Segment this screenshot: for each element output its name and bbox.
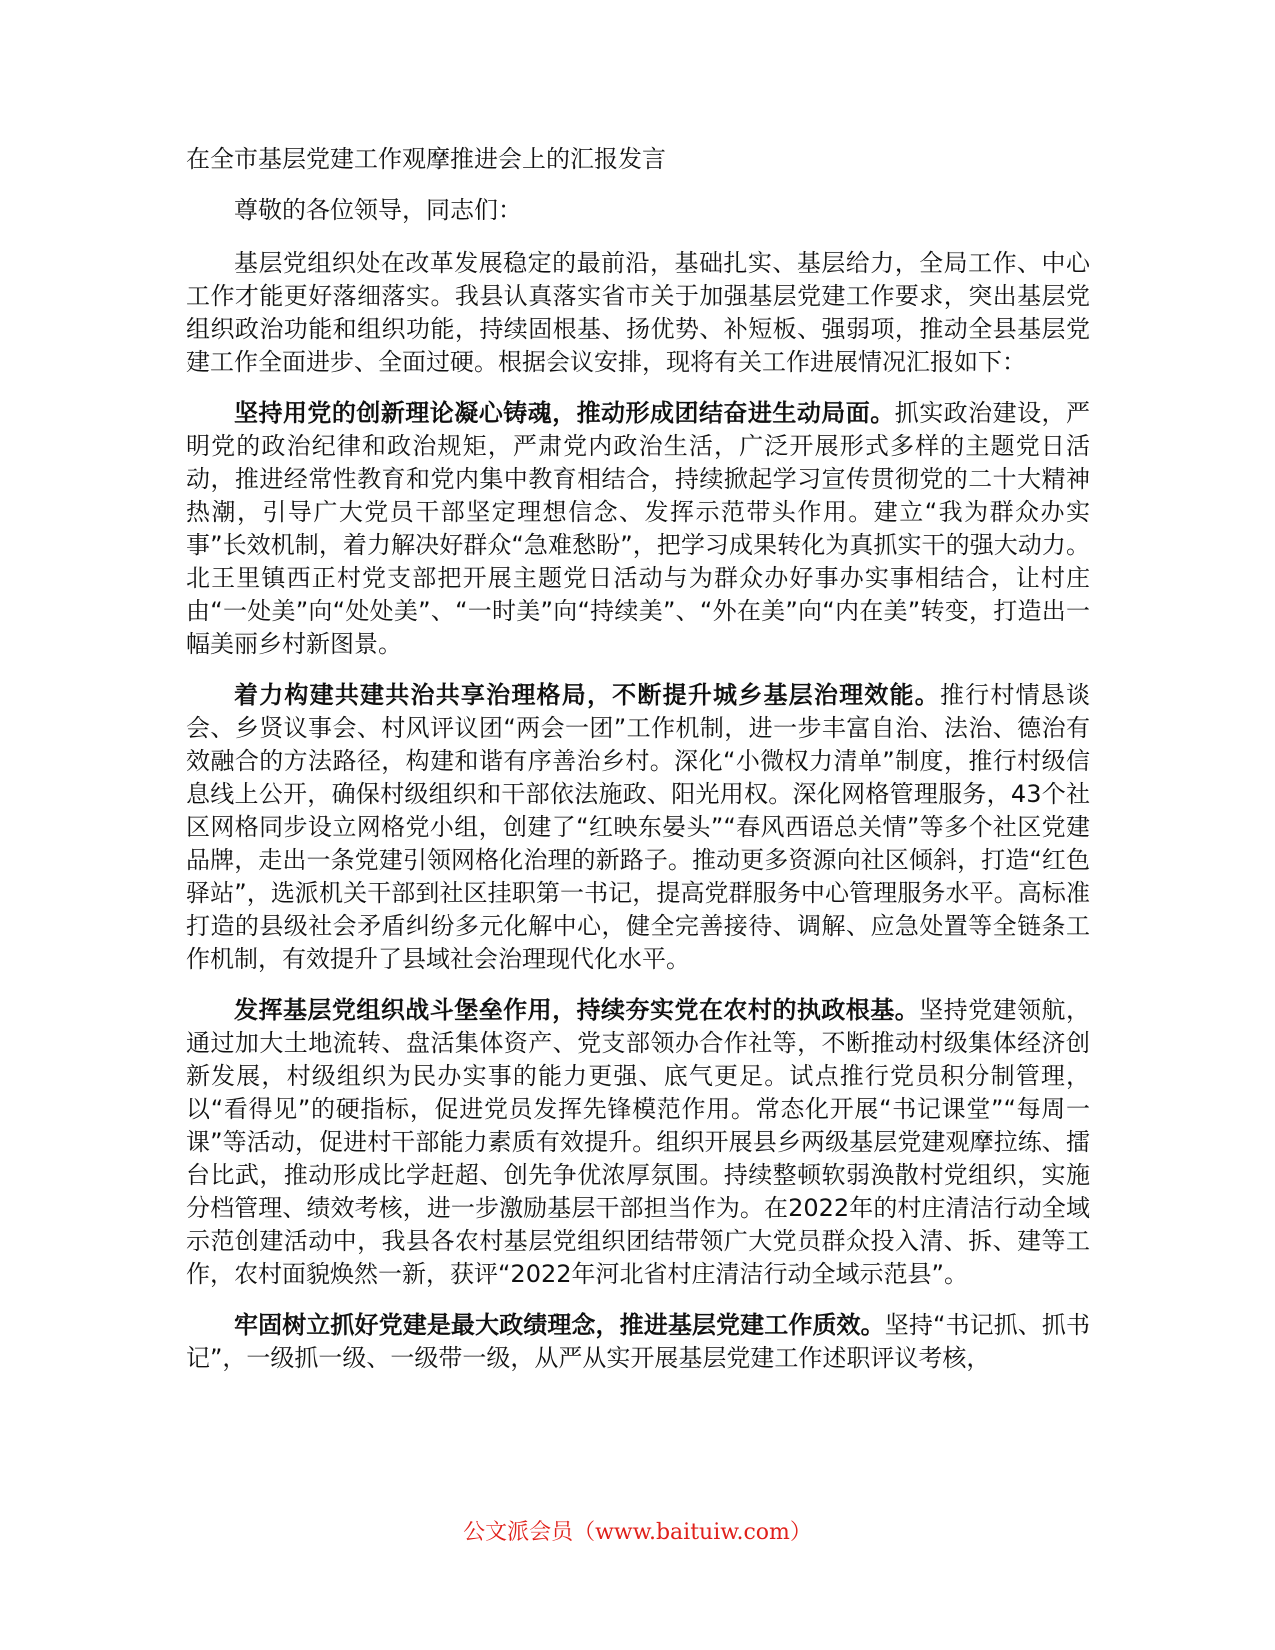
- section-heading-1: 坚持用党的创新理论凝心铸魂，推动形成团结奋进生动局面。: [234, 399, 895, 427]
- footer-url[interactable]: （www.baituiw.com）: [573, 1520, 812, 1545]
- section-body-2: 推行村情恳谈会、乡贤议事会、村风评议团“两会一团”工作机制，进一步丰富自治、法治、德治有效融合的方法路径，构建和谐有序善治乡村。深化“小微权力清单”制度，推行村级信息线上公开，确保村级组织和干部依法施政、阳光用权。深化网格管理服务，43个社区网格同步设立网格党小组，创建了“红映东晏头”“春风西语总关情”等多个社区党建品牌，走出一条党建引领网格化治理的新路子。推动更多资源向社区倾斜，打造“红色驿站”，选派机关干部到社区挂职第一书记，提高党群服务中心管理服务水平。高标准打造的县级社会矛盾纠纷多元化解中心，健全完善接待、调解、应急处置等全链条工作机制，有效提升了县域社会治理现代化水平。: [186, 681, 1090, 973]
- section-paragraph-3: [186, 994, 1090, 1291]
- footer-watermark: [0, 1518, 1275, 1548]
- document-title: 在全市基层党建工作观摩推进会上的汇报发言: [186, 145, 666, 173]
- footer-label: 公文派会员: [463, 1520, 574, 1545]
- section-paragraph-1: [186, 397, 1090, 661]
- intro-paragraph: 基层党组织处在改革发展稳定的最前沿，基础扎实、基层给力，全局工作、中心工作才能更好落细落实。我县认真落实省市关于加强基层党建工作要求，突出基层党组织政治功能和组织功能，持续固根基、扬优势、补短板、强弱项，推动全县基层党建工作全面进步、全面过硬。根据会议安排，现将有关工作进展情况汇报如下：: [186, 249, 1090, 376]
- section-heading-3: 发挥基层党组织战斗堡垒作用，持续夯实党在农村的执政根基。: [234, 996, 920, 1024]
- section-body-4: 坚持“书记抓、抓书记”，一级抓一级、一级带一级，从严从实开展基层党建工作述职评议考核，: [186, 1311, 1090, 1372]
- section-paragraph-4: [186, 1309, 1090, 1375]
- section-heading-4: 牢固树立抓好党建是最大政绩理念，推进基层党建工作质效。: [234, 1311, 885, 1339]
- salutation: 尊敬的各位领导，同志们：: [234, 196, 522, 224]
- section-paragraph-2: [186, 679, 1090, 976]
- section-heading-2: 着力构建共建共治共享治理格局，不断提升城乡基层治理效能。: [234, 681, 940, 709]
- section-body-1: 抓实政治建设，严明党的政治纪律和政治规矩，严肃党内政治生活，广泛开展形式多样的主题党日活动，推进经常性教育和党内集中教育相结合，持续掀起学习宣传贯彻党的二十大精神热潮，引导广大党员干部坚定理想信念、发挥示范带头作用。建立“我为群众办实事”长效机制，着力解决好群众“急难愁盼”，把学习成果转化为真抓实干的强大动力。北王里镇西正村党支部把开展主题党日活动与为群众办好事办实事相结合，让村庄由“一处美”向“处处美”、“一时美”向“持续美”、“外在美”向“内在美”转变，打造出一幅美丽乡村新图景。: [186, 399, 1091, 658]
- section-body-3: 坚持党建领航，通过加大土地流转、盘活集体资产、党支部领办合作社等，不断推动村级集体经济创新发展，村级组织为民办实事的能力更强、底气更足。试点推行党员积分制管理，以“看得见”的硬指标，促进党员发挥先锋模范作用。常态化开展“书记课堂”“每周一课”等活动，促进村干部能力素质有效提升。组织开展县乡两级基层党建观摩拉练、擂台比武，推动形成比学赶超、创先争优浓厚氛围。持续整顿软弱涣散村党组织，实施分档管理、绩效考核，进一步激励基层干部担当作为。在2022年的村庄清洁行动全域示范创建活动中，我县各农村基层党组织团结带领广大党员群众投入清、拆、建等工作，农村面貌焕然一新，获评“2022年河北省村庄清洁行动全域示范县”。: [186, 996, 1091, 1288]
- document-page: [186, 142, 1090, 1393]
